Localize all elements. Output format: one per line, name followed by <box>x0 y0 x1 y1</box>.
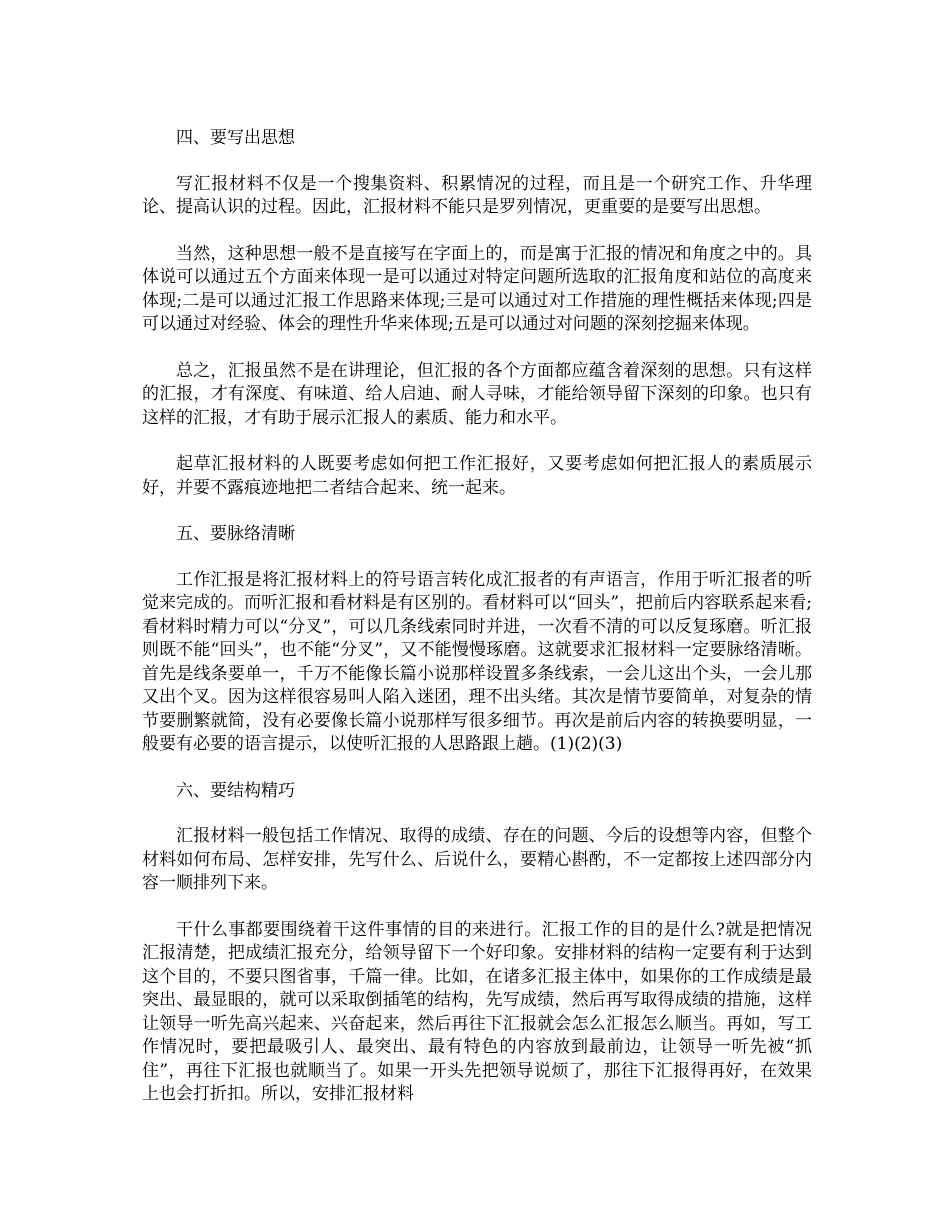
paragraph: 干什么事都要围绕着干这件事情的目的来进行。汇报工作的目的是什么?就是把情况汇报清楚，把成绩汇报充分，给领导留下一个好印象。安排材料的结构一定要有利于达到这个目的，不要只图省事，千篇一律。比如，在诸多汇报主体中，如果你的工作成绩是最突出、最显眼的，就可以采取倒插笔的结构，先写成绩，然后再写取得成绩的措施，这样让领导一听先高兴起来、兴奋起来，然后再往下汇报就会怎么汇报怎么顺当。再如，写工作情况时，要把最吸引人、最突出、最有特色的内容放到最前边，让领导一听先被“抓住”，再往下汇报也就顺当了。如果一开头先把领导说烦了，那往下汇报得再好，在效果上也会打折扣。所以，安排汇报材料 <box>142 919 812 1104</box>
paragraph: 当然，这种思想一般不是直接写在字面上的，而是寓于汇报的情况和角度之中的。具体说可以通过五个方面来体现一是可以通过对特定问题所选取的汇报角度和站位的高度来体现;二是可以通过汇报工作思路来体现;三是可以通过对工作措施的理性概括来体现;四是可以通过对经验、体会的理性升华来体现;五是可以通过对问题的深刻挖掘来体现。 <box>142 243 812 334</box>
paragraph: 汇报材料一般包括工作情况、取得的成绩、存在的问题、今后的设想等内容，但整个材料如何布局、怎样安排，先写什么、后说什么，要精心斟酌，不一定都按上述四部分内容一顺排列下来。 <box>142 826 812 893</box>
section-heading-5: 五、要脉络清晰 <box>176 524 295 544</box>
paragraph: 工作汇报是将汇报材料上的符号语言转化成汇报者的有声语言，作用于听汇报者的听觉来完成的。而听汇报和看材料是有区别的。看材料可以“回头”，把前后内容联系起来看;看材料时精力可以“分叉”，可以几条线索同时并进，一次看不清的可以反复琢磨。听汇报则既不能“回头”，也不能“分叉”，又不能慢慢琢磨。这就要求汇报材料一定要脉络清晰。首先是线条要单一，千万不能像长篇小说那样设置多条线索，一会儿这出个头，一会儿那又出个叉。因为这样很容易叫人陷入迷团，理不出头绪。其次是情节要简单，对复杂的情节要删繁就简，没有必要像长篇小说那样写很多细节。再次是前后内容的转换要明显，一般要有必要的语言提示，以使听汇报的人思路跟上趟。(1)(2)(3) <box>142 569 812 754</box>
document-body <box>142 127 812 1130</box>
paragraph: 起草汇报材料的人既要考虑如何把工作汇报好，又要考虑如何把汇报人的素质展示好，并要不露痕迹地把二者结合起来、统一起来。 <box>142 454 812 498</box>
paragraph: 写汇报材料不仅是一个搜集资料、积累情况的过程，而且是一个研究工作、升华理论、提高认识的过程。因此，汇报材料不能只是罗列情况，更重要的是要写出思想。 <box>142 173 812 217</box>
section-heading-6: 六、要结构精巧 <box>176 780 295 801</box>
section-heading-4: 四、要写出思想 <box>176 128 295 148</box>
paragraph: 总之，汇报虽然不是在讲理论，但汇报的各个方面都应蕴含着深刻的思想。只有这样的汇报，才有深度、有味道、给人启迪、耐人寻味，才能给领导留下深刻的印象。也只有这样的汇报，才有助于展示汇报人的素质、能力和水平。 <box>142 360 812 428</box>
